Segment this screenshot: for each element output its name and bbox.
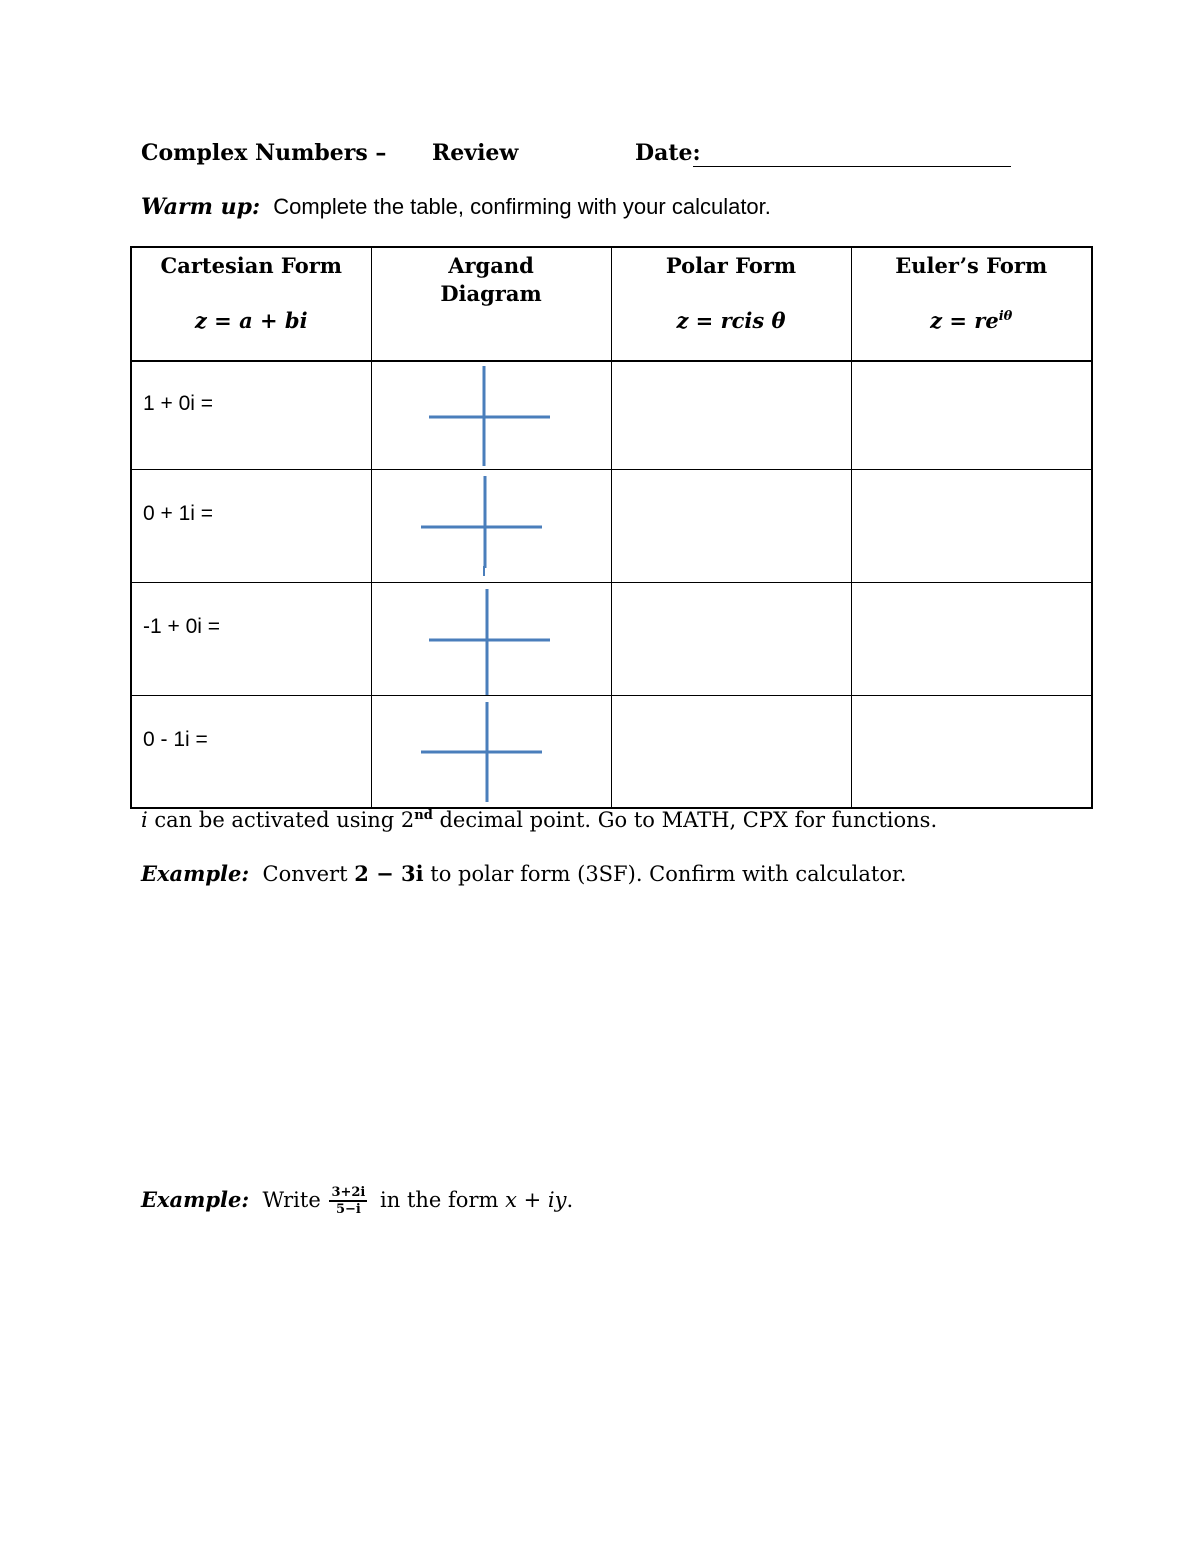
- euler-formula: $z = re^{i\theta}$: [930, 308, 1013, 333]
- date-blank-line: [693, 166, 1011, 167]
- table-row: [131, 695, 1092, 808]
- complex-forms-table: [130, 246, 1093, 809]
- note-variable: i: [141, 808, 148, 832]
- worksheet-title: Complex Numbers –: [141, 140, 387, 166]
- example-text-before: Convert: [262, 862, 355, 886]
- argand-axes-icon: [372, 583, 612, 696]
- euler-answer-cell[interactable]: [851, 469, 1092, 582]
- example-text-middle: in the form: [373, 1188, 506, 1212]
- cartesian-cell: 0 + 1i =: [131, 469, 371, 582]
- date-field[interactable]: [635, 140, 701, 166]
- table-row: [131, 469, 1092, 582]
- cartesian-cell: 0 - 1i =: [131, 695, 371, 808]
- argand-cell[interactable]: [371, 469, 611, 582]
- polar-formula: z = rcis θ: [676, 308, 786, 333]
- argand-axes-icon: [372, 470, 612, 583]
- cartesian-formula: z = a + bi: [194, 308, 308, 333]
- argand-axes-icon: [372, 696, 612, 809]
- argand-cell[interactable]: [371, 361, 611, 469]
- fraction-denominator: 5−i: [335, 1202, 361, 1217]
- euler-answer-cell[interactable]: [851, 361, 1092, 469]
- warmup-label: Warm up:: [141, 194, 261, 220]
- col-header-euler: Euler’s Form $z = re^{i\theta}$: [851, 247, 1092, 361]
- note-text-after: decimal point. Go to MATH, CPX for functions.: [432, 808, 938, 832]
- calculator-note: [141, 808, 937, 832]
- warmup-instructions: [141, 194, 771, 220]
- polar-answer-cell[interactable]: [611, 469, 851, 582]
- fraction: [329, 1186, 367, 1217]
- argand-axes-icon: [372, 362, 612, 470]
- col-header-argand: Argand Diagram: [371, 247, 611, 361]
- euler-answer-cell[interactable]: [851, 695, 1092, 808]
- table-header-row: [131, 247, 1092, 361]
- date-label: Date:: [635, 140, 701, 166]
- polar-answer-cell[interactable]: [611, 582, 851, 695]
- note-text-before: can be activated using 2: [147, 808, 415, 832]
- worksheet-subtitle: Review: [432, 140, 519, 166]
- example-polar-conversion: [141, 861, 906, 886]
- argand-cell[interactable]: [371, 695, 611, 808]
- euler-answer-cell[interactable]: [851, 582, 1092, 695]
- example-text-after: .: [566, 1188, 574, 1212]
- example-label: Example:: [141, 1187, 250, 1212]
- fraction-numerator: 3+2i: [331, 1185, 366, 1200]
- example-label: Example:: [141, 861, 250, 886]
- table-row: [131, 361, 1092, 469]
- warmup-text: Complete the table, confirming with your calculator.: [273, 194, 771, 219]
- example-math: 2 − 3i: [354, 861, 424, 886]
- polar-answer-cell[interactable]: [611, 695, 851, 808]
- example-cartesian-form: [141, 1186, 573, 1217]
- example-math: x + iy: [505, 1188, 567, 1212]
- col-header-polar: Polar Form z = rcis θ: [611, 247, 851, 361]
- col-header-cartesian: Cartesian Form z = a + bi: [131, 247, 371, 361]
- example-text-before: Write: [262, 1188, 328, 1212]
- polar-answer-cell[interactable]: [611, 361, 851, 469]
- argand-cell[interactable]: [371, 582, 611, 695]
- note-superscript: nd: [414, 808, 433, 823]
- cartesian-cell: 1 + 0i =: [131, 361, 371, 469]
- example-text-after: to polar form (3SF). Confirm with calculator.: [423, 862, 907, 886]
- table-row: [131, 582, 1092, 695]
- cartesian-cell: -1 + 0i =: [131, 582, 371, 695]
